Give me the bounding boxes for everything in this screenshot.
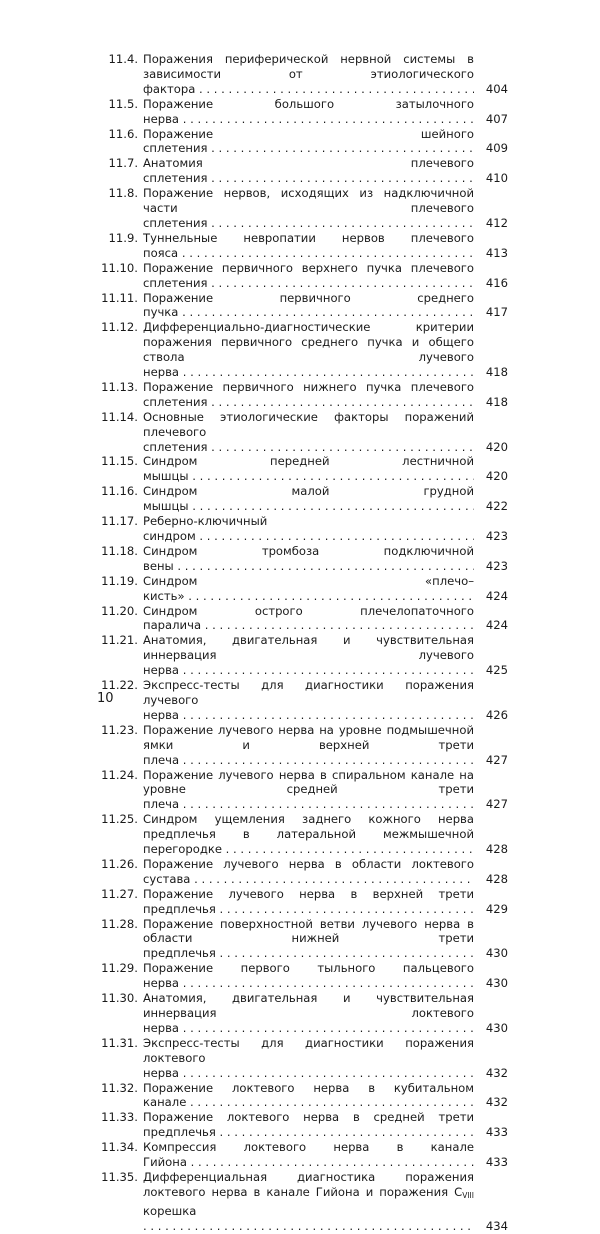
toc-entry [96,544,508,574]
toc-entry-page: 432 [474,1095,508,1110]
toc-entry-page: 434 [474,1219,508,1234]
toc-entry [96,231,508,261]
toc-entry-text [143,1110,474,1140]
toc-entry-page: 418 [474,365,508,380]
toc-entry-text [143,291,474,321]
toc-entry-title: Поражение лучевого нерва в области локтевого сустава . . . [143,857,474,886]
toc-entry-page: 425 [474,663,508,678]
toc-entry-number: 11.7. [108,156,138,171]
toc-entry-title: Синдром «плечо–кисть» . . . [143,574,474,603]
toc-entry-page: 412 [474,216,508,231]
toc-entry-page: 430 [474,946,508,961]
page-number: 10 [97,691,114,706]
toc-entry [96,812,508,857]
toc-entry-title [143,1170,474,1233]
toc-entry-page: 433 [474,1125,508,1140]
toc-entry [96,52,508,97]
toc-entry-title-subscript: VIII [462,1190,474,1200]
toc-entry-title: Анатомия плечевого сплетения . . . [143,156,474,185]
toc-entry-title: Поражение поверхностной ветви лучевого нерва в области нижней трети предплечья . . . [143,917,474,961]
toc-entry-number: 11.12. [101,320,138,335]
toc-entry-page: 410 [474,171,508,186]
toc-entry [96,678,508,723]
toc-entry-page: 417 [474,305,508,320]
toc-entry-title: Поражение локтевого нерва в кубитальном канале . . . [143,1081,474,1110]
toc-entry-number: 11.18. [101,543,138,558]
toc-entry [96,604,508,634]
toc-entry-number: 11.31. [101,1035,138,1050]
toc-entry [96,887,508,917]
toc-entry-text [143,1081,474,1111]
toc-entry-page: 427 [474,753,508,768]
toc-entry-title: Поражение первичного верхнего пучка плечевого сплетения . . . [143,261,474,290]
toc-entry-text [143,454,474,484]
toc-entry [96,1110,508,1140]
toc-entry [96,1036,508,1081]
toc-entry-page: 422 [474,499,508,514]
toc-entry-number: 11.8. [108,186,138,201]
toc-entry-title: Экспресс-тесты для диагностики поражения локтевого нерва . . . [143,1036,474,1080]
toc-entry [96,261,508,291]
toc-entry-text [143,768,474,813]
toc-entry-title: Поражение локтевого нерва в средней трети предплечья . . . [143,1110,474,1139]
toc-entry-page: 433 [474,1155,508,1170]
toc-entry-text [143,320,474,380]
toc-entry-text [143,604,474,634]
toc-entry-number: 11.10. [101,260,138,275]
toc-entry-title: Синдром малой грудной мышцы . . . [143,484,474,513]
toc-entry [96,917,508,962]
toc-entry [96,514,508,544]
toc-entry-text [143,186,474,231]
toc-entry-title: Анатомия, двигательная и чувствительная иннервация лучевого нерва . . . [143,633,474,677]
toc-entry-number: 11.32. [101,1080,138,1095]
toc-entry-title: Поражение лучевого нерва в спиральном канале на уровне средней трети плеча . . . [143,768,474,812]
toc-entry [96,574,508,604]
toc-entry-text [143,991,474,1036]
toc-entry-number: 11.29. [101,961,138,976]
toc-entry-page: 423 [474,529,508,544]
toc-entry-text [143,917,474,962]
toc-entry-page: 427 [474,797,508,812]
toc-entry-text [143,514,474,544]
toc-entry-title: Поражение нервов, исходящих из надключичной части плечевого сплетения . . . [143,186,474,230]
toc-entry-title: Поражение первичного нижнего пучка плечевого сплетения . . . [143,380,474,409]
toc-entry-page: 409 [474,141,508,156]
toc-entry-text [143,887,474,917]
toc-entry-page: 423 [474,559,508,574]
toc-entry-page: 420 [474,469,508,484]
toc-entry [96,410,508,455]
toc-entry [96,380,508,410]
toc-entry-text [143,633,474,678]
toc-entry-title-end: корешка [143,1203,197,1218]
toc-entry [96,320,508,380]
toc-entry-page: 426 [474,708,508,723]
toc-entry [96,961,508,991]
toc-entry-number: 11.33. [101,1110,138,1125]
toc-entry-page: 420 [474,440,508,455]
toc-entry-page: 418 [474,395,508,410]
toc-entry [96,768,508,813]
toc-entry-page: 404 [474,82,508,97]
toc-entry-page: 424 [474,589,508,604]
toc-entry-number: 11.15. [101,454,138,469]
toc-entry-number: 11.25. [101,812,138,827]
toc-entry-title: Реберно-ключичный синдром . . . [143,514,474,543]
toc-entry-title: Анатомия, двигательная и чувствительная иннервация локтевого нерва . . . [143,991,474,1035]
toc-entry-number: 11.19. [101,573,138,588]
table-of-contents [96,52,508,1234]
toc-entry-page: 428 [474,842,508,857]
toc-entry-number: 11.28. [101,916,138,931]
toc-entry [96,484,508,514]
toc-entry-number: 11.30. [101,991,138,1006]
toc-entry [96,633,508,678]
toc-entry-number: 11.27. [101,886,138,901]
toc-entry-title: Компрессия локтевого нерва в канале Гийона . . . [143,1140,474,1169]
toc-entry-number: 11.5. [108,96,138,111]
toc-entry [96,186,508,231]
toc-entry-text [143,380,474,410]
toc-entry-text [143,261,474,291]
toc-entry [96,723,508,768]
toc-entry-title: Поражение первичного среднего пучка . . . [143,291,474,320]
toc-entry-text [143,410,474,455]
toc-entry-page: 416 [474,276,508,291]
toc-entry-title: Поражение лучевого нерва на уровне подмышечной ямки и верхней трети плеча . . . [143,723,474,767]
toc-entry-text [143,484,474,514]
toc-entry-page: 424 [474,618,508,633]
toc-entry-title: Синдром острого плечелопаточного паралича . . . [143,604,474,633]
toc-entry-page: 432 [474,1066,508,1081]
toc-entry-number: 11.24. [101,767,138,782]
toc-entry-number: 11.17. [101,514,138,529]
toc-entry-text [143,52,474,97]
toc-entry-text [143,574,474,604]
toc-entry [96,454,508,484]
toc-entry-text [143,156,474,186]
toc-entry-number: 11.34. [101,1140,138,1155]
toc-entry [96,291,508,321]
toc-entry-text [143,127,474,157]
toc-entry-number: 11.13. [101,379,138,394]
toc-entry-text [143,678,474,723]
toc-entry [96,97,508,127]
toc-entry-text [143,544,474,574]
toc-entry-title: Синдром тромбоза подключичной вены . . . [143,544,474,573]
toc-entry-number: 11.9. [108,230,138,245]
toc-entry [96,1140,508,1170]
toc-entry-page: 407 [474,112,508,127]
toc-entry-title: Поражение лучевого нерва в верхней трети предплечья . . . [143,887,474,916]
toc-entry-text [143,961,474,991]
toc-entry-page: 430 [474,1021,508,1036]
toc-entry-number: 11.23. [101,722,138,737]
toc-entry-page: 430 [474,976,508,991]
toc-entry-title-main: Дифференциальная диагностика поражения локтевого нерва в канале Гийона и поражения C [143,1169,474,1199]
toc-entry-number: 11.14. [101,409,138,424]
toc-entry-text [143,1036,474,1081]
toc-entry [96,991,508,1036]
toc-entry-number: 11.20. [101,603,138,618]
toc-entry-number: 11.16. [101,484,138,499]
toc-entry-title: Поражение первого тыльного пальцевого нерва . . . [143,961,474,990]
toc-entry-number: 11.6. [108,126,138,141]
toc-entry-text [143,231,474,261]
toc-entry-title: Синдром ущемления заднего кожного нерва предплечья в латеральной межмышечной перегородке . . . [143,812,474,856]
toc-entry-title: Экспресс-тесты для диагностики поражения лучевого нерва . . . [143,678,474,722]
toc-entry-text [143,97,474,127]
toc-entry [96,1170,508,1234]
toc-entry-title: Синдром передней лестничной мышцы . . . [143,454,474,483]
toc-entry-title: Туннельные невропатии нервов плечевого пояса . . . [143,231,474,260]
toc-entry-number: 11.26. [101,856,138,871]
toc-entry [96,857,508,887]
toc-entry [96,127,508,157]
toc-entry-number: 11.22. [101,678,138,693]
toc-entry-number: 11.11. [101,290,138,305]
toc-entry-number: 11.21. [101,633,138,648]
toc-entry-text [143,812,474,857]
toc-entry [96,156,508,186]
toc-entry-title: Дифференциально-диагностические критерии поражения первичного среднего пучка и общего ствола лучевого нерва . . . [143,320,474,379]
toc-entry-title: Поражение большого затылочного нерва . . . [143,97,474,126]
toc-entry-page: 413 [474,246,508,261]
toc-entry-number: 11.4. [108,52,138,66]
toc-entry-title: Поражение шейного сплетения . . . [143,127,474,156]
toc-entry-page: 428 [474,872,508,887]
toc-entry-text [143,857,474,887]
toc-entry-title: Основные этиологические факторы поражений плечевого сплетения . . . [143,410,474,454]
toc-entry [96,1081,508,1111]
toc-entry-page: 429 [474,902,508,917]
toc-entry-text [143,1140,474,1170]
toc-entry-text [143,1170,474,1234]
toc-entry-title: Поражения периферической нервной системы в зависимости от этиологического фактора . . . [143,52,474,96]
toc-entry-text [143,723,474,768]
toc-entry-number: 11.35. [101,1169,138,1184]
